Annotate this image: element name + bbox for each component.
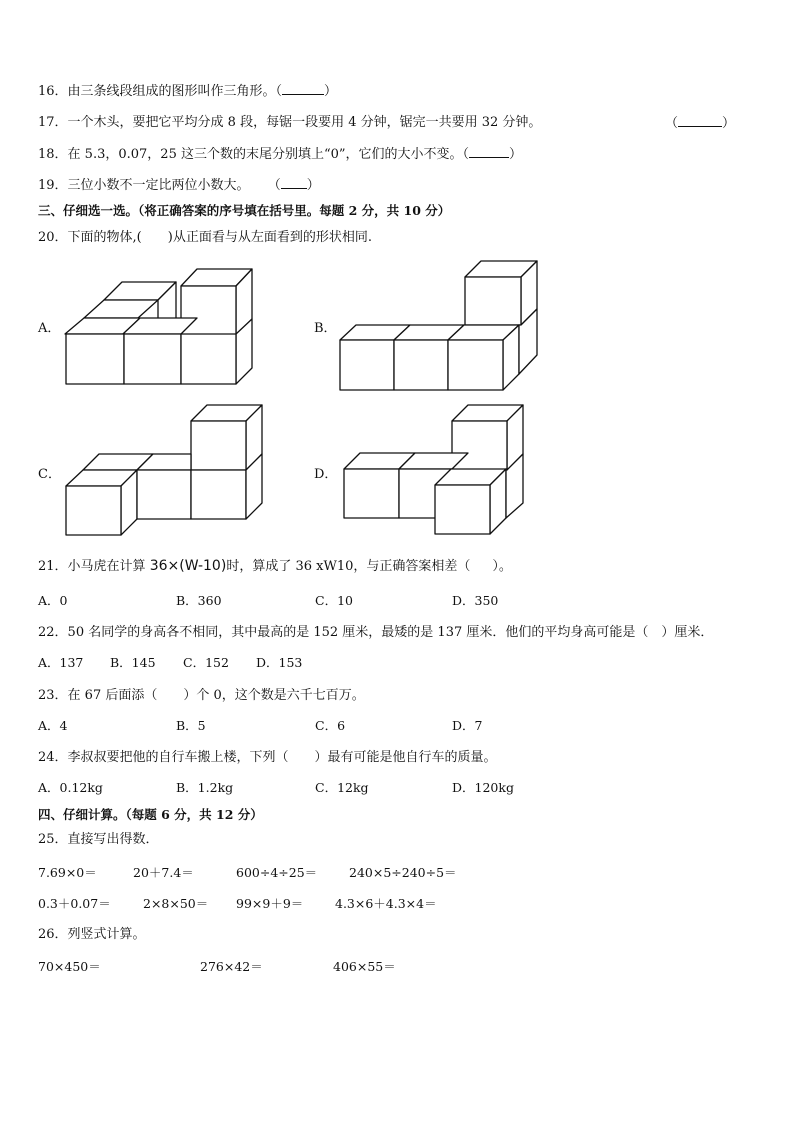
option-a[interactable]: A．0.12kg [38, 780, 103, 795]
option-c[interactable]: C．12kg [315, 780, 369, 795]
calc-item: 406×55＝ [333, 959, 396, 974]
question-20-text: 20．下面的物体,( )从正面看与从左面看到的形状相同. [38, 230, 372, 245]
option-a[interactable]: A．4 [38, 718, 68, 733]
calc-item: 240×5÷240÷5＝ [349, 865, 457, 880]
question-19: 19．三位小数不一定比两位小数大。 （ ） [38, 178, 320, 193]
calc-item: 70×450＝ [38, 959, 101, 974]
question-23-text: 23．在 67 后面添（ ）个 0，这个数是六千七百万。 [38, 688, 365, 703]
question-21: 21．小马虎在计算 36×(W-10)时，算成了 36 xW10，与正确答案相差（ ）。 [38, 558, 512, 574]
expression: 36×(W-10) [149, 558, 227, 574]
calc-item: 7.69×0＝ [38, 865, 97, 880]
option-d-label[interactable]: D． [314, 467, 338, 482]
option-c-label[interactable]: C． [38, 467, 61, 482]
option-b[interactable]: B．360 [176, 593, 222, 608]
calc-item: 99×9＋9＝ [236, 896, 304, 911]
option-a-label[interactable]: A． [38, 321, 61, 336]
question-16: 16．由三条线段组成的图形叫作三角形。（ ） [38, 84, 338, 99]
question-17-bracket: （ ） [665, 116, 736, 131]
question-17-text: 17．一个木头，要把它平均分成 8 段，每锯一段要用 4 分钟，锯完一共要用 32 分钟。 [38, 115, 542, 130]
calc-item: 276×42＝ [200, 959, 263, 974]
calc-item: 4.3×6＋4.3×4＝ [335, 896, 437, 911]
option-a[interactable]: A．0 [38, 593, 68, 608]
option-b[interactable]: B．5 [176, 718, 206, 733]
option-b-label[interactable]: B． [314, 321, 337, 336]
option-d[interactable]: D．120kg [452, 780, 514, 795]
option-c[interactable]: C．152 [183, 655, 229, 670]
option-c[interactable]: C．6 [315, 718, 346, 733]
question-24-text: 24．李叔叔要把他的自行车搬上楼，下列（ ）最有可能是他自行车的质量。 [38, 750, 497, 765]
option-b[interactable]: B．145 [110, 655, 156, 670]
question-26-text: 26．列竖式计算。 [38, 927, 146, 942]
question-18-text: 18．在 5.3，0.07，25 这三个数的末尾分别填上“0”，它们的大小不变。（ [38, 147, 470, 162]
option-a[interactable]: A．137 [38, 655, 84, 670]
calc-item: 600÷4÷25＝ [236, 865, 318, 880]
section-3-heading: 三、仔细选一选。（将正确答案的序号填在括号里。每题 2 分，共 10 分） [38, 203, 451, 218]
question-18: 18．在 5.3，0.07，25 这三个数的末尾分别填上“0”，它们的大小不变。（ ） [38, 147, 523, 162]
section-4-heading: 四、仔细计算。（每题 6 分，共 12 分） [38, 807, 263, 822]
option-d[interactable]: D．153 [256, 655, 303, 670]
question-19-text: 19．三位小数不一定比两位小数大。 [38, 178, 250, 193]
option-d[interactable]: D．350 [452, 593, 499, 608]
question-16-text: 16．由三条线段组成的图形叫作三角形。（ [38, 84, 283, 99]
question-25-text: 25．直接写出得数． [38, 832, 159, 847]
option-c[interactable]: C．10 [315, 593, 353, 608]
calc-item: 2×8×50＝ [143, 896, 209, 911]
option-b[interactable]: B．1.2kg [176, 780, 234, 795]
calc-item: 20＋7.4＝ [133, 865, 194, 880]
calc-item: 0.3＋0.07＝ [38, 896, 111, 911]
question-22-text: 22．50 名同学的身高各不相同，其中最高的是 152 厘米，最矮的是 137 厘米．他们的平均身高可能是（ ）厘米． [38, 625, 714, 640]
option-d[interactable]: D．7 [452, 718, 483, 733]
question-21-text: 21．小马虎在计算 [38, 559, 146, 574]
